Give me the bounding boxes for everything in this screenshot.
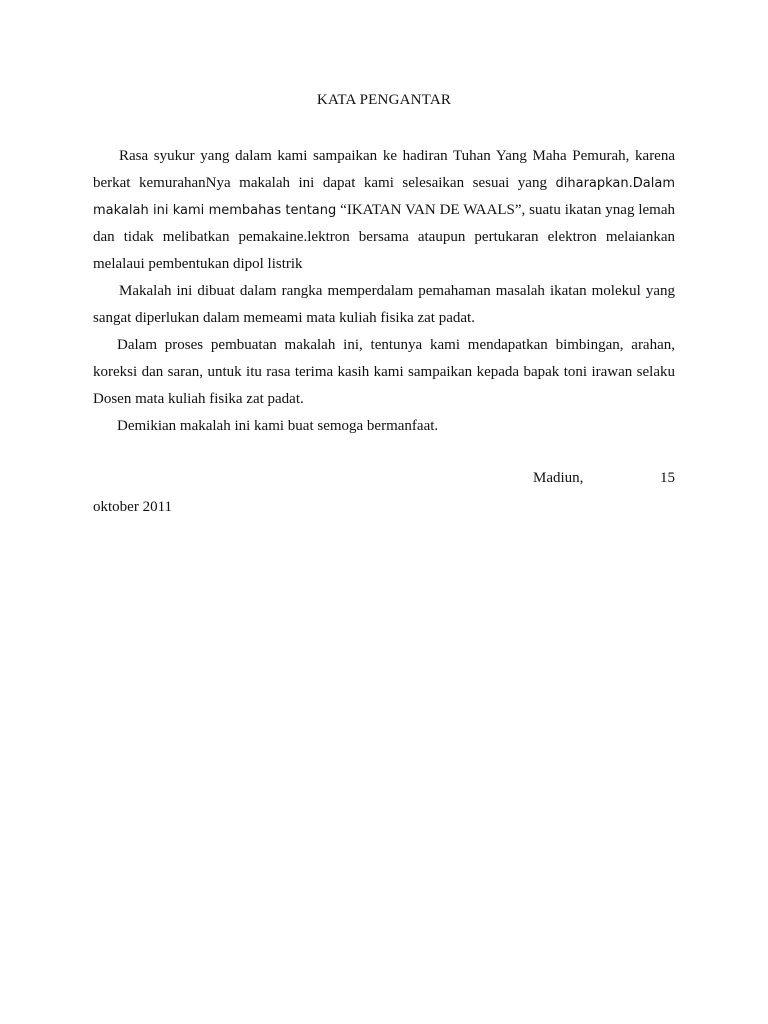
paragraph-3: Dalam proses pembuatan makalah ini, tentunya kami mendapatkan bimbingan, arahan, koreksi dan saran, untuk itu rasa terima kasih kami sampaikan kepada bapak toni irawan selaku Dosen mata kuliah fisika zat padat. (93, 337, 675, 407)
paragraph-1 (93, 143, 675, 278)
paragraph-1-text-b: diharapkan.Dalam makalah ini kami membahas tentang (93, 176, 675, 218)
document-body (93, 143, 675, 440)
page-title: KATA PENGANTAR (316, 92, 452, 108)
signature-month-year: oktober 2011 (93, 499, 173, 515)
paragraph-1-text-a: Rasa syukur yang dalam kami sampaikan ke hadiran Tuhan Yang Maha Pemurah, karena berkat kemurahanNya makalah ini dapat kami selesaikan sesuai yang (93, 148, 675, 191)
signature-city: Madiun, (533, 470, 584, 486)
signature-place-line (93, 464, 675, 493)
paragraph-1-text-c: “IKATAN VAN DE WAALS”, suatu ikatan ynag lemah dan tidak melibatkan pemakaine.lektron bersama ataupun pertukaran elektron melaiankan melalaui pembentukan dipol listrik (93, 202, 675, 272)
paragraph-4: Demikian makalah ini kami buat semoga bermanfaat. (117, 418, 439, 434)
signature-day: 15 (660, 470, 675, 486)
paragraph-2: Makalah ini dibuat dalam rangka memperdalam pemahaman masalah ikatan molekul yang sangat diperlukan dalam memeami mata kuliah fisika zat padat. (93, 283, 675, 326)
signature-block (93, 464, 675, 522)
